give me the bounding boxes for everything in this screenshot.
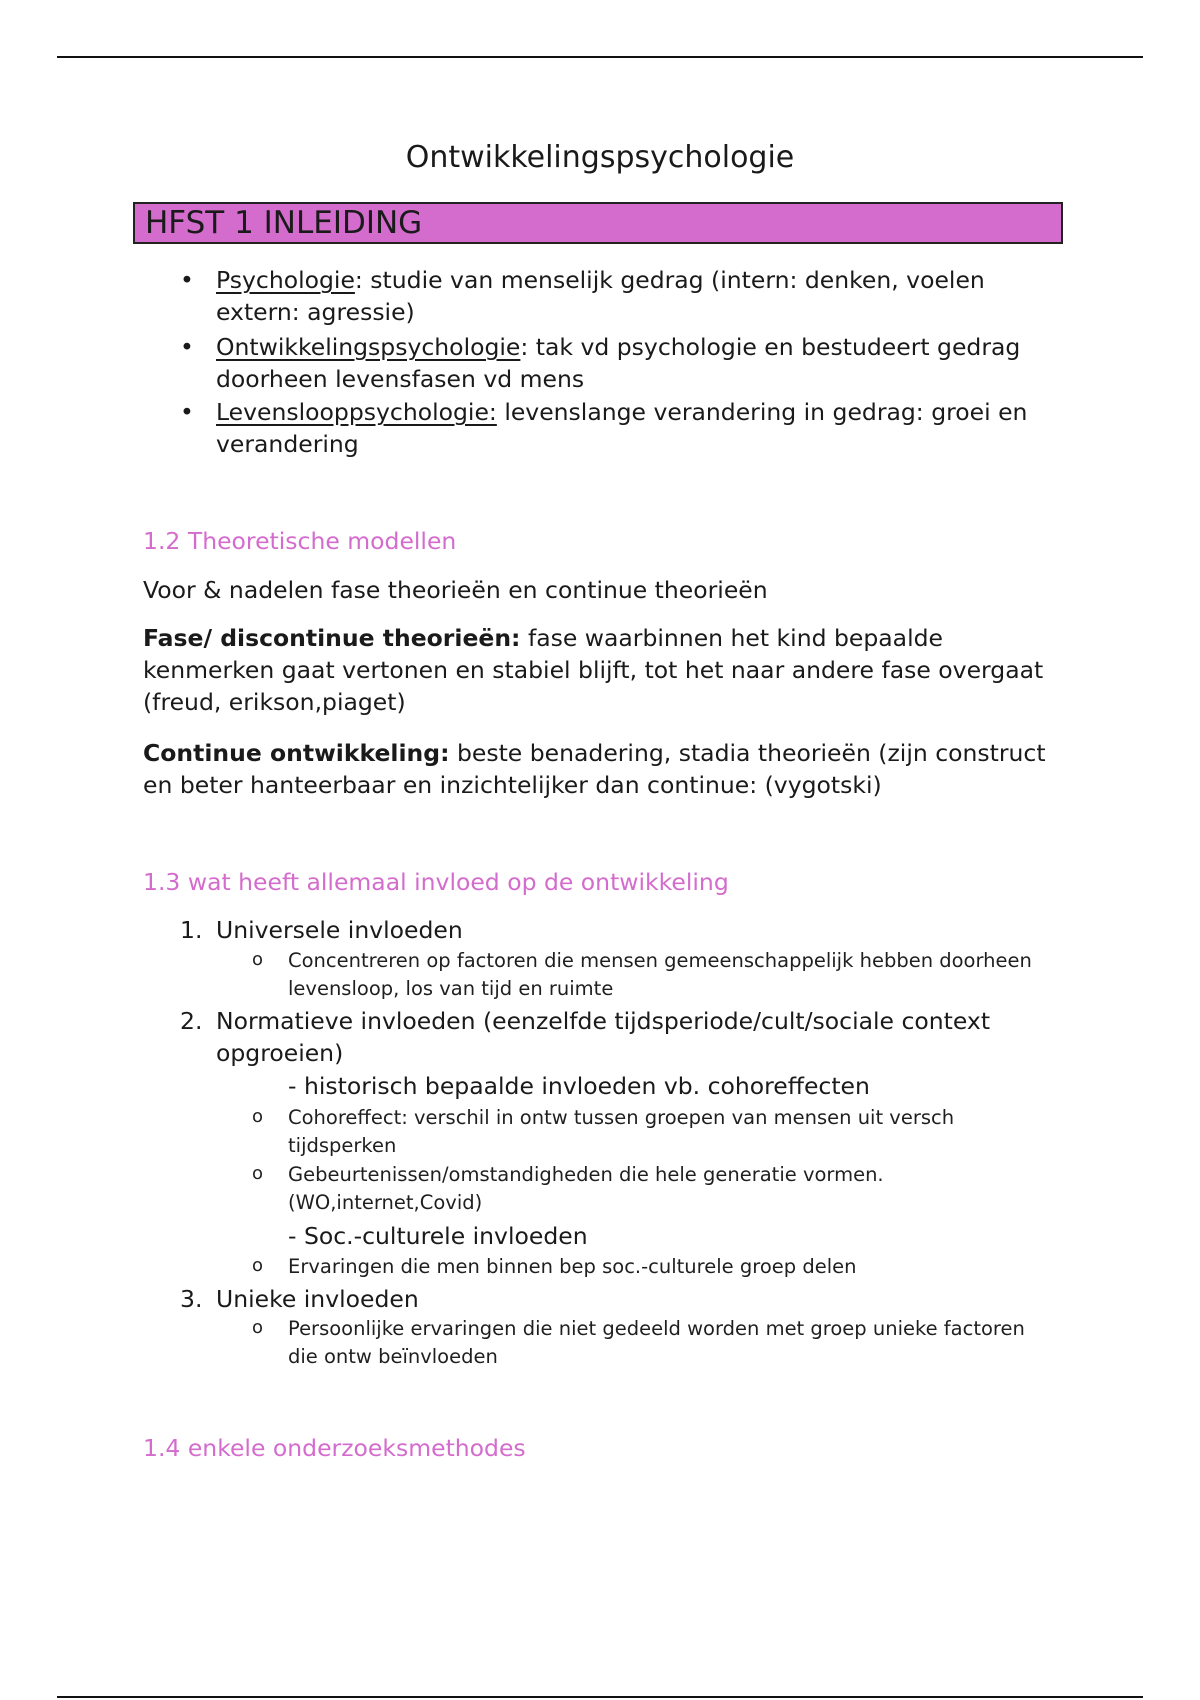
circle-bullet-icon: o	[252, 1163, 264, 1184]
circle-bullet-icon: o	[252, 949, 264, 970]
section-heading: 1.3 wat heeft allemaal invloed op de ontwikkeling	[143, 868, 729, 896]
section-heading: 1.4 enkele onderzoeksmethodes	[143, 1434, 526, 1462]
dash-item: - historisch bepaalde invloeden vb. cohoreffecten	[288, 1072, 870, 1100]
paragraph: Voor & nadelen fase theorieën en continue theorieën	[143, 576, 768, 604]
term: Levenslooppsychologie:	[216, 398, 497, 426]
paragraph: Continue ontwikkeling: beste benadering, stadia theorieën (zijn construct en beter hanteerbaar en inzichtelijker dan continue: (vygotski)	[143, 739, 1046, 799]
paragraph: Fase/ discontinue theorieën: fase waarbinnen het kind bepaalde kenmerken gaat vertonen en stabiel blijft, tot het naar andere fase overgaat (freud, erikson,piaget)	[143, 624, 1044, 716]
dash-item: - Soc.-culturele invloeden	[288, 1222, 588, 1250]
bottom-rule	[57, 1696, 1143, 1698]
bullet-icon: •	[180, 266, 194, 294]
term: Psychologie	[216, 266, 355, 294]
circle-bullet-icon: o	[252, 1317, 264, 1338]
chapter-heading: HFST 1 INLEIDING	[133, 202, 1063, 244]
bullet-icon: •	[180, 398, 194, 426]
section-heading: 1.2 Theoretische modellen	[143, 527, 457, 555]
bullet-icon: •	[180, 333, 194, 361]
circle-bullet-icon: o	[252, 1106, 264, 1127]
circle-bullet-icon: o	[252, 1255, 264, 1276]
document-title: Ontwikkelingspsychologie	[405, 140, 795, 175]
term: Ontwikkelingspsychologie	[216, 333, 521, 361]
top-rule	[57, 56, 1143, 58]
